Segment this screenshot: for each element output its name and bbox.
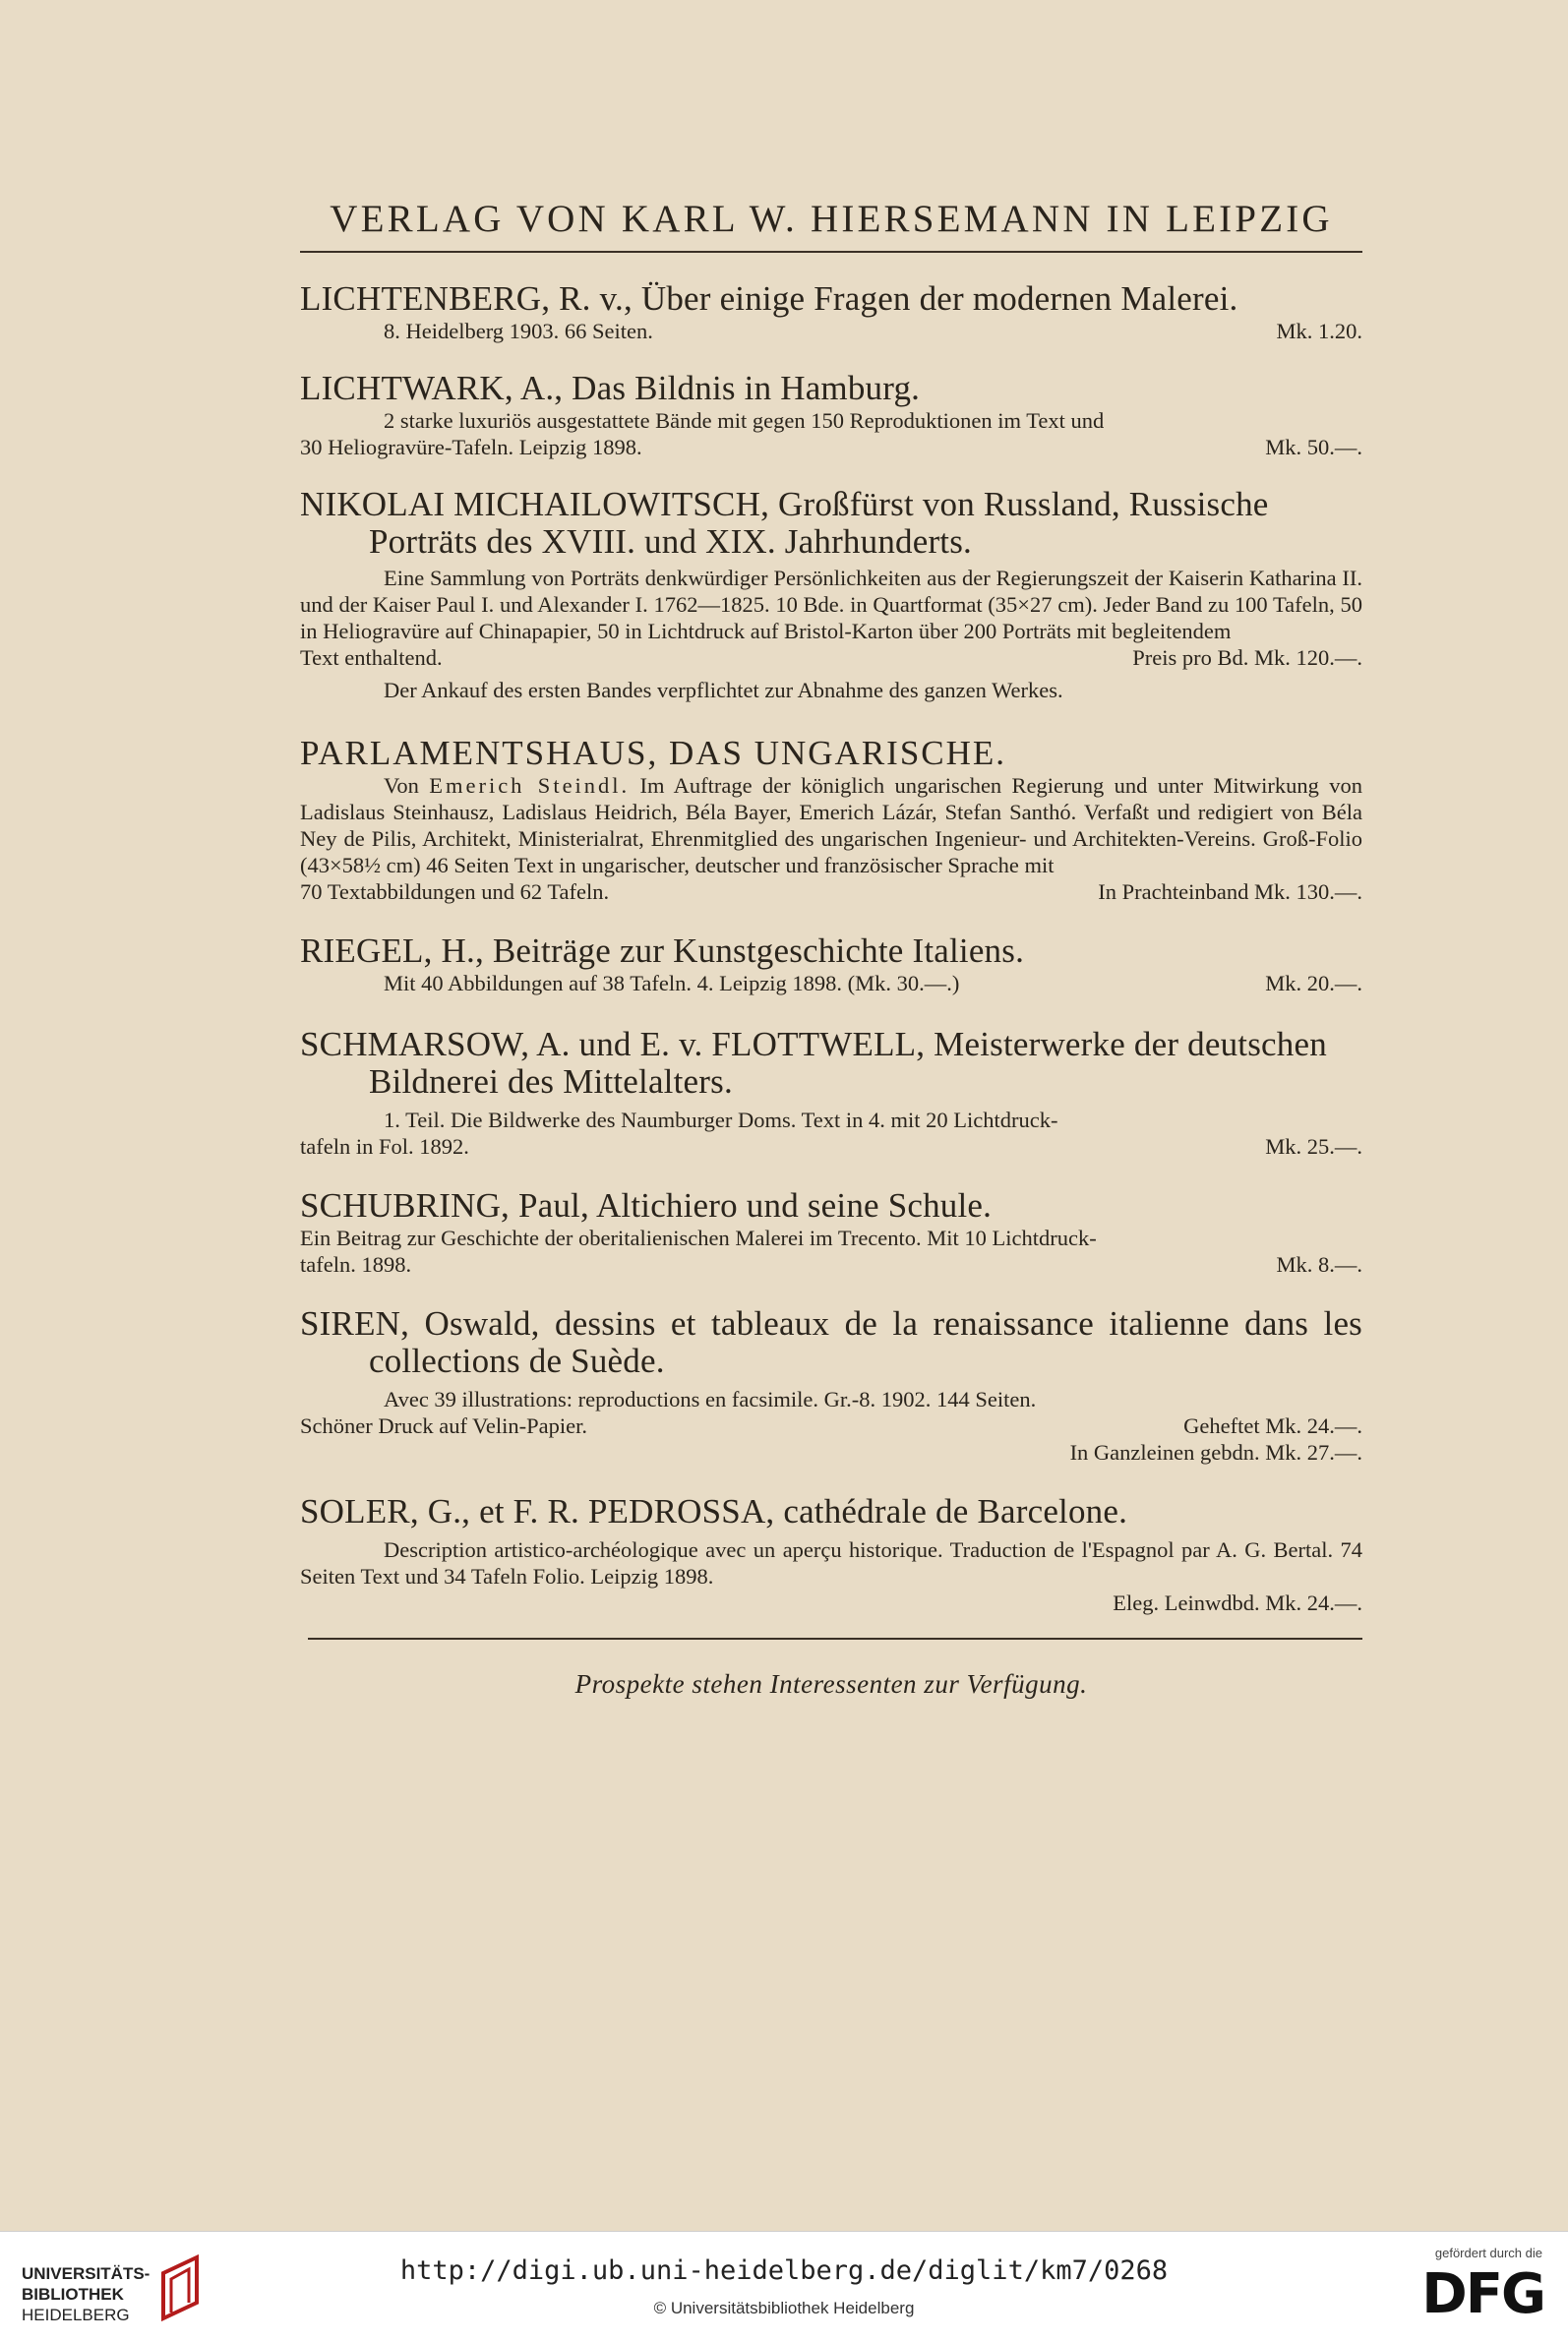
price-line-right: Preis pro Bd. Mk. 120.—. (1132, 645, 1362, 670)
library-line-3: HEIDELBERG (22, 2306, 130, 2324)
entry-title: SCHMARSOW, A. und E. v. FLOTTWELL, Meisterwerke der deutschen Bildnerei des Mittelalters. (300, 1025, 1327, 1101)
price-line-right: In Ganzleinen gebdn. Mk. 27.—. (1069, 1440, 1362, 1465)
catalog-entry (300, 1305, 1362, 1466)
entry-description: Ein Beitrag zur Geschichte der oberitalienischen Malerei im Trecento. Mit 10 Lichtdruck- (300, 1226, 1097, 1250)
price-line-left: 70 Textabbildungen und 62 Tafeln. (300, 879, 610, 904)
price-line (300, 1590, 1362, 1616)
price-line-left: Text enthaltend. (300, 645, 443, 670)
price-line (300, 878, 1362, 905)
price-line-left: tafeln in Fol. 1892. (300, 1134, 469, 1159)
entry-description (300, 772, 1362, 878)
catalog-entry (300, 1026, 1362, 1160)
entry-title: NIKOLAI MICHAILOWITSCH, Großfürst von Russland, Russische Porträts des XVIII. und XIX. Jahrhunderts. (300, 485, 1269, 561)
entry-body (300, 1386, 1362, 1466)
price-line-right: Mk. 20.—. (1265, 971, 1362, 995)
catalog-entry (300, 280, 1362, 344)
price-line-left: 30 Heliogravüre-Tafeln. Leipzig 1898. (300, 435, 642, 459)
price-line-right: Mk. 25.—. (1265, 1134, 1362, 1159)
entry-body (300, 1225, 1362, 1278)
price-line (300, 434, 1362, 460)
catalog-entry (300, 1493, 1362, 1616)
price-line-right: Mk. 8.—. (1276, 1252, 1362, 1277)
entry-body (300, 565, 1362, 703)
entry-title: LICHTWARK, A., Das Bildnis in Hamburg. (300, 369, 921, 407)
price-line (300, 970, 1362, 996)
catalog-entry (300, 1187, 1362, 1278)
entry-title: SIREN, Oswald, dessins et tableaux de la renaissance italienne dans les collections de Suède. (300, 1304, 1362, 1380)
entry-note: Der Ankauf des ersten Bandes verpflichtet zur Abnahme des ganzen Werkes. (384, 678, 1063, 702)
catalog-entry (300, 486, 1362, 703)
price-line (300, 1133, 1362, 1160)
entry-title: LICHTENBERG, R. v., Über einige Fragen der modernen Malerei. (300, 279, 1238, 318)
entry-body (300, 1107, 1362, 1160)
entry-body (300, 407, 1362, 460)
price-line (300, 318, 1362, 344)
catalog-entry (300, 370, 1362, 460)
copyright-notice: © Universitätsbibliothek Heidelberg (653, 2299, 915, 2317)
permalink-url[interactable]: http://digi.ub.uni-heidelberg.de/diglit/km7/0268 (399, 2255, 1169, 2286)
dfg-logo: DFG (1421, 2262, 1544, 2326)
price-line (300, 1439, 1362, 1466)
entry-description-text: Im Auftrage der königlich ungarischen Regierung und unter Mitwirkung von Ladislaus Steinhausz, Ladislaus Heidrich, Béla Bayer, Emerich Lázár, Stefan Santhó. Verfaßt und redigiert von Béla Ney de Pilis, Architekt, Ministerialrat, Ehrenmitglied des ungarischen Ingenieur- und Architekten-Vereins. Groß-Folio (43×58½ cm) 46 Seiten Text in ungarischer, deutscher und französischer Sprache mit (300, 773, 1362, 877)
entry-title: SCHUBRING, Paul, Altichiero und seine Schule. (300, 1186, 993, 1225)
bottom-rule (308, 1638, 1362, 1640)
price-line-left: Mit 40 Abbildungen auf 38 Tafeln. 4. Leipzig 1898. (Mk. 30.—.) (384, 971, 960, 995)
viewer-footer (0, 2231, 1568, 2342)
entry-body (300, 772, 1362, 905)
library-line-1: UNIVERSITÄTS- (22, 2264, 151, 2283)
entry-description: Description artistico-archéologique avec un aperçu historique. Traduction de l'Espagnol par A. G. Bertal. 74 Seiten Text und 34 Tafeln Folio. Leipzig 1898. (300, 1537, 1362, 1589)
library-line-2: BIBLIOTHEK (22, 2285, 124, 2304)
page-content (300, 197, 1362, 1700)
price-line-left: 8. Heidelberg 1903. 66 Seiten. (384, 319, 653, 343)
closing-note: Prospekte stehen Interessenten zur Verfügung. (574, 1669, 1088, 1699)
price-line-left: Schöner Druck auf Velin-Papier. (300, 1413, 588, 1438)
entry-author: Emerich Steindl. (429, 773, 631, 798)
price-line-right: Geheftet Mk. 24.—. (1183, 1413, 1362, 1438)
price-line (300, 644, 1362, 671)
price-line-right: Mk. 50.—. (1265, 435, 1362, 459)
entry-description: 1. Teil. Die Bildwerke des Naumburger Doms. Text in 4. mit 20 Lichtdruck- (384, 1108, 1058, 1132)
entry-description: 2 starke luxuriös ausgestattete Bände mit gegen 150 Reproduktionen im Text und (384, 408, 1105, 433)
entry-description-prefix: Von (384, 773, 430, 798)
price-line (300, 1412, 1362, 1439)
catalog-entry (300, 932, 1362, 996)
price-line-right: Eleg. Leinwdbd. Mk. 24.—. (1113, 1591, 1362, 1615)
entry-description: Eine Sammlung von Porträts denkwürdiger Persönlichkeiten aus der Regierungszeit der Kaiserin Katharina II. und der Kaiser Paul I. und Alexander I. 1762—1825. 10 Bde. in Quartformat (35×27 cm). Jeder Band zu 100 Tafeln, 50 in Heliogravüre auf Chinapapier, 50 in Lichtdruck auf Bristol-Karton über 200 Porträts mit begleitendem (300, 566, 1362, 643)
price-line-right: Mk. 1.20. (1276, 319, 1362, 343)
entry-body (300, 318, 1362, 344)
running-head: VERLAG VON KARL W. HIERSEMANN IN LEIPZIG (300, 197, 1362, 253)
price-line (300, 1251, 1362, 1278)
entry-body (300, 1536, 1362, 1616)
funding-label: gefördert durch die (1434, 2246, 1542, 2260)
entry-description: Avec 39 illustrations: reproductions en facsimile. Gr.-8. 1902. 144 Seiten. (384, 1387, 1037, 1411)
entry-title: PARLAMENTSHAUS, DAS UNGARISCHE. (300, 734, 1007, 772)
entry-title: RIEGEL, H., Beiträge zur Kunstgeschichte Italiens. (300, 931, 1025, 970)
catalog-entry (300, 735, 1362, 905)
price-line-right: In Prachteinband Mk. 130.—. (1098, 879, 1362, 904)
entry-title: SOLER, G., et F. R. PEDROSSA, cathédrale de Barcelone. (300, 1492, 1128, 1531)
price-line-left: tafeln. 1898. (300, 1252, 412, 1277)
entry-body (300, 970, 1362, 996)
